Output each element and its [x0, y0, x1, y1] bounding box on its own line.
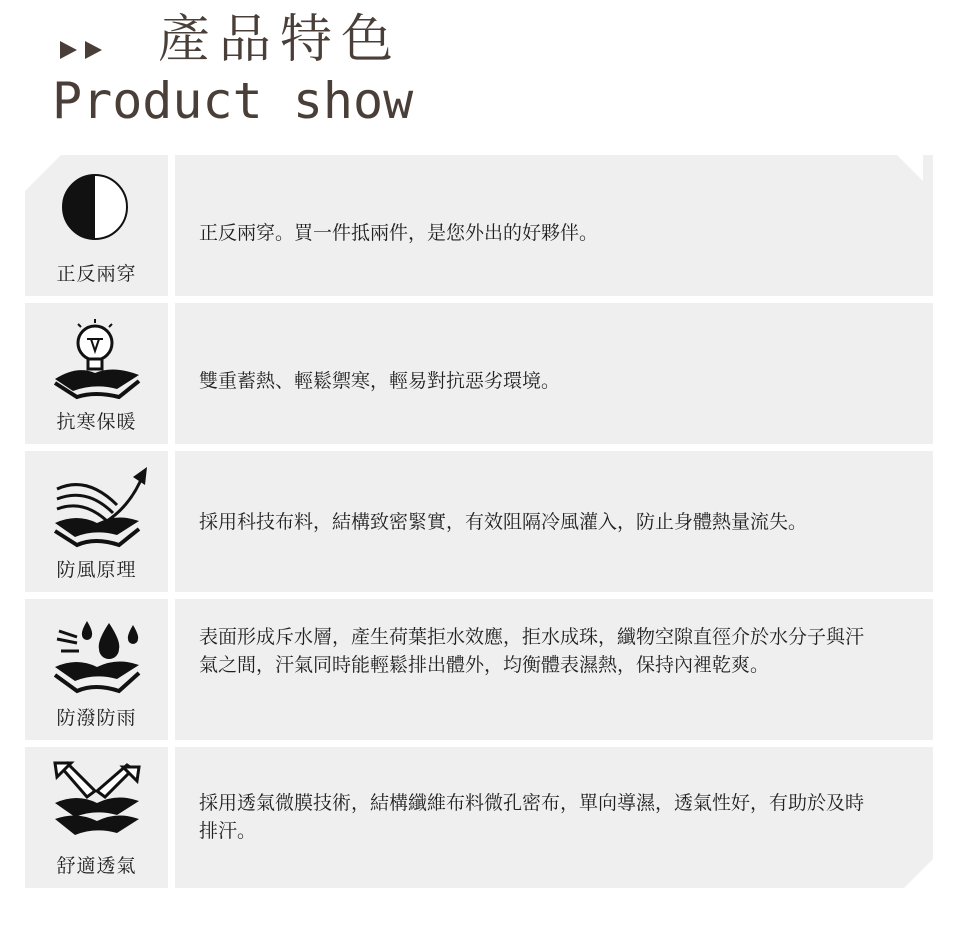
feature-row [25, 747, 933, 888]
corner-fold-decoration [897, 155, 923, 181]
double-arrow-icon [60, 41, 102, 59]
feature-label: 舒適透氣 [56, 855, 137, 877]
feature-icon-cell [25, 747, 168, 888]
corner-fold-decoration [25, 155, 61, 191]
feature-description-cell [175, 599, 933, 740]
feature-icon-cell [25, 599, 168, 740]
lightbulb-fabric-icon [47, 317, 147, 407]
feature-label: 防風原理 [56, 559, 137, 581]
water-drops-fabric-icon [47, 613, 147, 703]
feature-row [25, 303, 933, 444]
feature-description-cell [175, 303, 933, 444]
feature-description: 表面形成斥水層，產生荷葉拒水效應，拒水成珠，纖物空隙直徑介於水分子與汗氣之間，汗氣同時能輕鬆排出體外，均衡體表濕熱，保持內裡乾爽。 [199, 626, 865, 676]
feature-row [25, 451, 933, 592]
feature-description-cell [175, 155, 933, 296]
feature-label: 抗寒保暖 [56, 411, 137, 433]
feature-description-cell [175, 451, 933, 592]
wind-fabric-icon [47, 465, 147, 555]
header [0, 0, 960, 150]
feature-description: 雙重蓄熱、輕鬆禦寒，輕易對抗惡劣環境。 [199, 370, 561, 392]
breathable-arrows-icon [47, 761, 147, 851]
feature-icon-cell [25, 451, 168, 592]
feature-description: 正反兩穿。買一件抵兩件，是您外出的好夥伴。 [199, 222, 599, 244]
feature-label: 正反兩穿 [56, 263, 137, 285]
feature-label: 防潑防雨 [56, 707, 137, 729]
feature-row [25, 155, 933, 296]
feature-row [25, 599, 933, 740]
feature-icon-cell [25, 303, 168, 444]
feature-description-cell [175, 747, 933, 888]
feature-description: 採用透氣微膜技術，結構纖維布料微孔密布，單向導濕，透氣性好，有助於及時排汗。 [199, 792, 865, 842]
page-title: 產品特色 [158, 10, 403, 70]
feature-description: 採用科技布料，結構致密緊實，有效阻隔冷風灌入，防止身體熱量流失。 [199, 510, 808, 533]
corner-fold-decoration [903, 859, 933, 889]
page-subtitle: Product show [52, 72, 414, 130]
half-circle-icon [47, 169, 147, 259]
